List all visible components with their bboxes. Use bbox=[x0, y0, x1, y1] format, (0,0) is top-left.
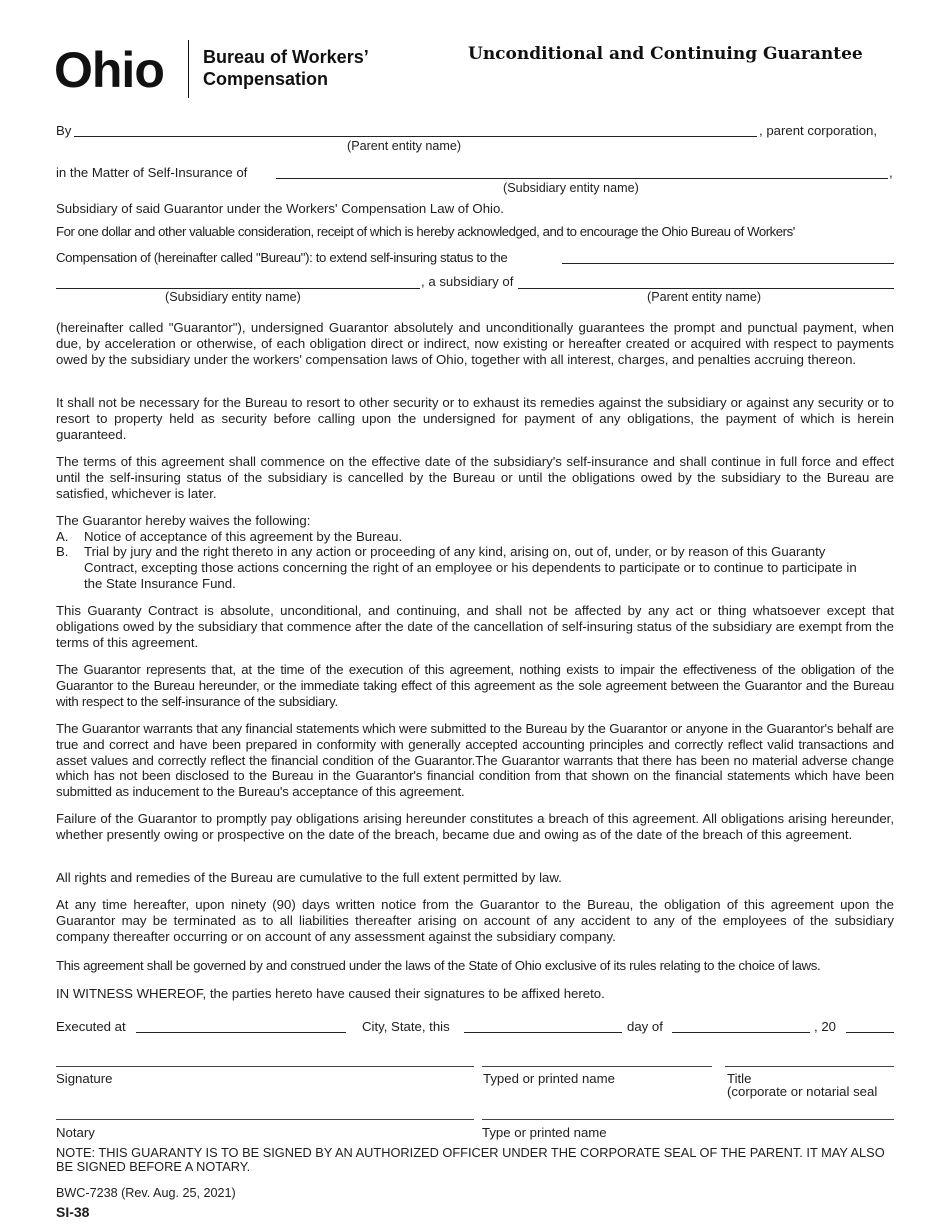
document-title: Unconditional and Continuing Guarantee bbox=[468, 44, 863, 64]
by-label: By bbox=[56, 123, 72, 138]
subsidiary-self-insurance-field[interactable] bbox=[276, 178, 888, 179]
parent-corporation-suffix: , parent corporation, bbox=[759, 123, 878, 138]
day-of-label: day of bbox=[627, 1019, 663, 1034]
termination-paragraph: At any time hereafter, upon ninety (90) days written notice from the Guarantor to the Bureau, the obligation of this agreement upon the Guarantor may be terminated as to all liabilities thereafter arising on account of any accident to any of the employees of the subsidiary company thereafter occurring or on account of any assessment against the subsidiary company. bbox=[56, 897, 894, 944]
matter-label: in the Matter of Self-Insurance of bbox=[56, 165, 248, 180]
guarantee-paragraph: (hereinafter called "Guarantor"), undersigned Guarantor absolutely and unconditionally guarantees the prompt and punctual payment, when due, by acceleration or otherwise, of each obligation direct or indirect, now existing or hereafter created or acquired with respect to payments owed by the subsidiary under the workers' compensation laws of Ohio, together with all interest, charges, and penalties accruing thereon. bbox=[56, 320, 894, 367]
subsidiary-entity-caption: (Subsidiary entity name) bbox=[503, 181, 639, 195]
warrants-paragraph: The Guarantor warrants that any financial statements which were submitted to the Bureau by the Guarantor or anyone in the Guarantor's behalf are true and correct and have been prepared in conformity with generally accepted accounting principles and correctly reflect valid transactions and asset values and correctly reflect the financial condition of the Guarantor.The Guarantor warrants that there has been no material adverse change which has not been disclosed to the Bureau in the Guarantor's financial condition from that shown on the financial statements which have been submitted as inducement to the Bureau's acceptance of this agreement. bbox=[56, 721, 894, 800]
subsidiary-name-field[interactable] bbox=[56, 288, 420, 289]
parent-entity-caption: (Parent entity name) bbox=[347, 139, 462, 153]
parent-name-caption: (Parent entity name) bbox=[647, 290, 762, 304]
month-field[interactable] bbox=[672, 1032, 810, 1033]
typed-name-label: Typed or printed name bbox=[483, 1071, 615, 1086]
executed-at-field[interactable] bbox=[136, 1032, 346, 1033]
agency-name bbox=[203, 46, 369, 90]
waive-b-letter: B. bbox=[56, 544, 69, 559]
year-prefix-label: , 20 bbox=[814, 1019, 836, 1034]
agency-name-line1: Bureau of Workers’ bbox=[203, 47, 369, 67]
form-number: BWC-7238 (Rev. Aug. 25, 2021) bbox=[56, 1186, 236, 1200]
represents-paragraph: The Guarantor represents that, at the time of the execution of this agreement, nothing exists to impair the effectiveness of the obligation of the Guarantor to the Bureau hereunder, or the immediate taking effect of this agreement as the sole agreement between the Guarantor and the Bureau with respect to the self-insurance of the subsidiary. bbox=[56, 662, 894, 709]
waive-a-letter: A. bbox=[56, 529, 69, 544]
consideration-line: For one dollar and other valuable consideration, receipt of which is hereby acknowledged, and to encourage the Ohio Bureau of Workers' bbox=[56, 224, 795, 239]
extend-status-field[interactable] bbox=[562, 263, 894, 264]
title-field[interactable] bbox=[725, 1066, 894, 1067]
subsidiary-name-caption: (Subsidiary entity name) bbox=[165, 290, 301, 304]
agency-name-line2: Compensation bbox=[203, 69, 329, 89]
a-subsidiary-of-label: , a subsidiary of bbox=[421, 274, 514, 289]
typed-name-field[interactable] bbox=[482, 1066, 712, 1067]
terms-paragraph: The terms of this agreement shall commence on the effective date of the subsidiary's self-insurance and shall continue in full force and effect until the self-insuring status of the subsidiary is cancelled by the Bureau or until the obligations owed by the subsidiary to the Bureau are satisfied, whichever is later. bbox=[56, 454, 894, 501]
signature-field[interactable] bbox=[56, 1066, 474, 1067]
signature-label: Signature bbox=[56, 1071, 113, 1086]
seal-label: (corporate or notarial seal bbox=[727, 1084, 878, 1099]
waive-b-text: Trial by jury and the right thereto in any action or proceeding of any kind, arising on, out of, under, or by reason of this Guaranty Contract, excepting those actions concerning the right of an employee or his dependents to participate or to continue to participate in the State Insurance Fund. bbox=[84, 544, 857, 591]
matter-suffix: , bbox=[889, 165, 893, 180]
governing-law-paragraph: This agreement shall be governed by and construed under the laws of the State of Ohio exclusive of its rules relating to the choice of laws. bbox=[56, 958, 821, 973]
remedies-paragraph: All rights and remedies of the Bureau are cumulative to the full extent permitted by law. bbox=[56, 870, 562, 885]
form-code: SI-38 bbox=[56, 1204, 90, 1220]
notary-field[interactable] bbox=[56, 1119, 474, 1120]
security-paragraph: It shall not be necessary for the Bureau to resort to other security or to exhaust its remedies against the subsidiary or against any security or to resort to property held as security before calling upon the undersigned for payment of any obligations, the payment of which is herein guaranteed. bbox=[56, 395, 894, 442]
notary-name-field[interactable] bbox=[482, 1119, 894, 1120]
executed-at-label: Executed at bbox=[56, 1019, 126, 1034]
year-field[interactable] bbox=[846, 1032, 894, 1033]
signing-note: NOTE: THIS GUARANTY IS TO BE SIGNED BY AN AUTHORIZED OFFICER UNDER THE CORPORATE SEAL OF THE PARENT. IT MAY ALSO BE SIGNED BEFORE A NOTARY. bbox=[56, 1145, 885, 1174]
ohio-logo: Ohio bbox=[54, 42, 164, 98]
parent-name-field[interactable] bbox=[518, 288, 894, 289]
absolute-paragraph: This Guaranty Contract is absolute, unconditional, and continuing, and shall not be affected by any act or thing whatsoever except that obligations owed by the subsidiary that commence after the date of the cancellation of self-insuring status of the subsidiary are exempt from the terms of this agreement. bbox=[56, 603, 894, 650]
compensation-line: Compensation of (hereinafter called "Bureau"): to extend self-insuring status to the bbox=[56, 250, 508, 265]
waive-a-text: Notice of acceptance of this agreement by the Bureau. bbox=[84, 529, 403, 544]
notary-label: Notary bbox=[56, 1125, 95, 1140]
logo-divider bbox=[188, 40, 189, 98]
parent-corporation-field[interactable] bbox=[74, 136, 757, 137]
title-label: Title bbox=[727, 1071, 752, 1086]
subsidiary-line: Subsidiary of said Guarantor under the Workers' Compensation Law of Ohio. bbox=[56, 201, 504, 216]
city-state-label: City, State, this bbox=[362, 1019, 450, 1034]
failure-paragraph: Failure of the Guarantor to promptly pay obligations arising hereunder constitutes a breach of this agreement. All obligations arising hereunder, whether presently owing or prospective on the date of the breach, became due and owing as of the date of the breach of this agreement. bbox=[56, 811, 894, 842]
type-name-label: Type or printed name bbox=[482, 1125, 607, 1140]
day-field[interactable] bbox=[464, 1032, 622, 1033]
waives-intro: The Guarantor hereby waives the following: bbox=[56, 513, 311, 528]
witness-paragraph: IN WITNESS WHEREOF, the parties hereto have caused their signatures to be affixed hereto. bbox=[56, 986, 605, 1001]
